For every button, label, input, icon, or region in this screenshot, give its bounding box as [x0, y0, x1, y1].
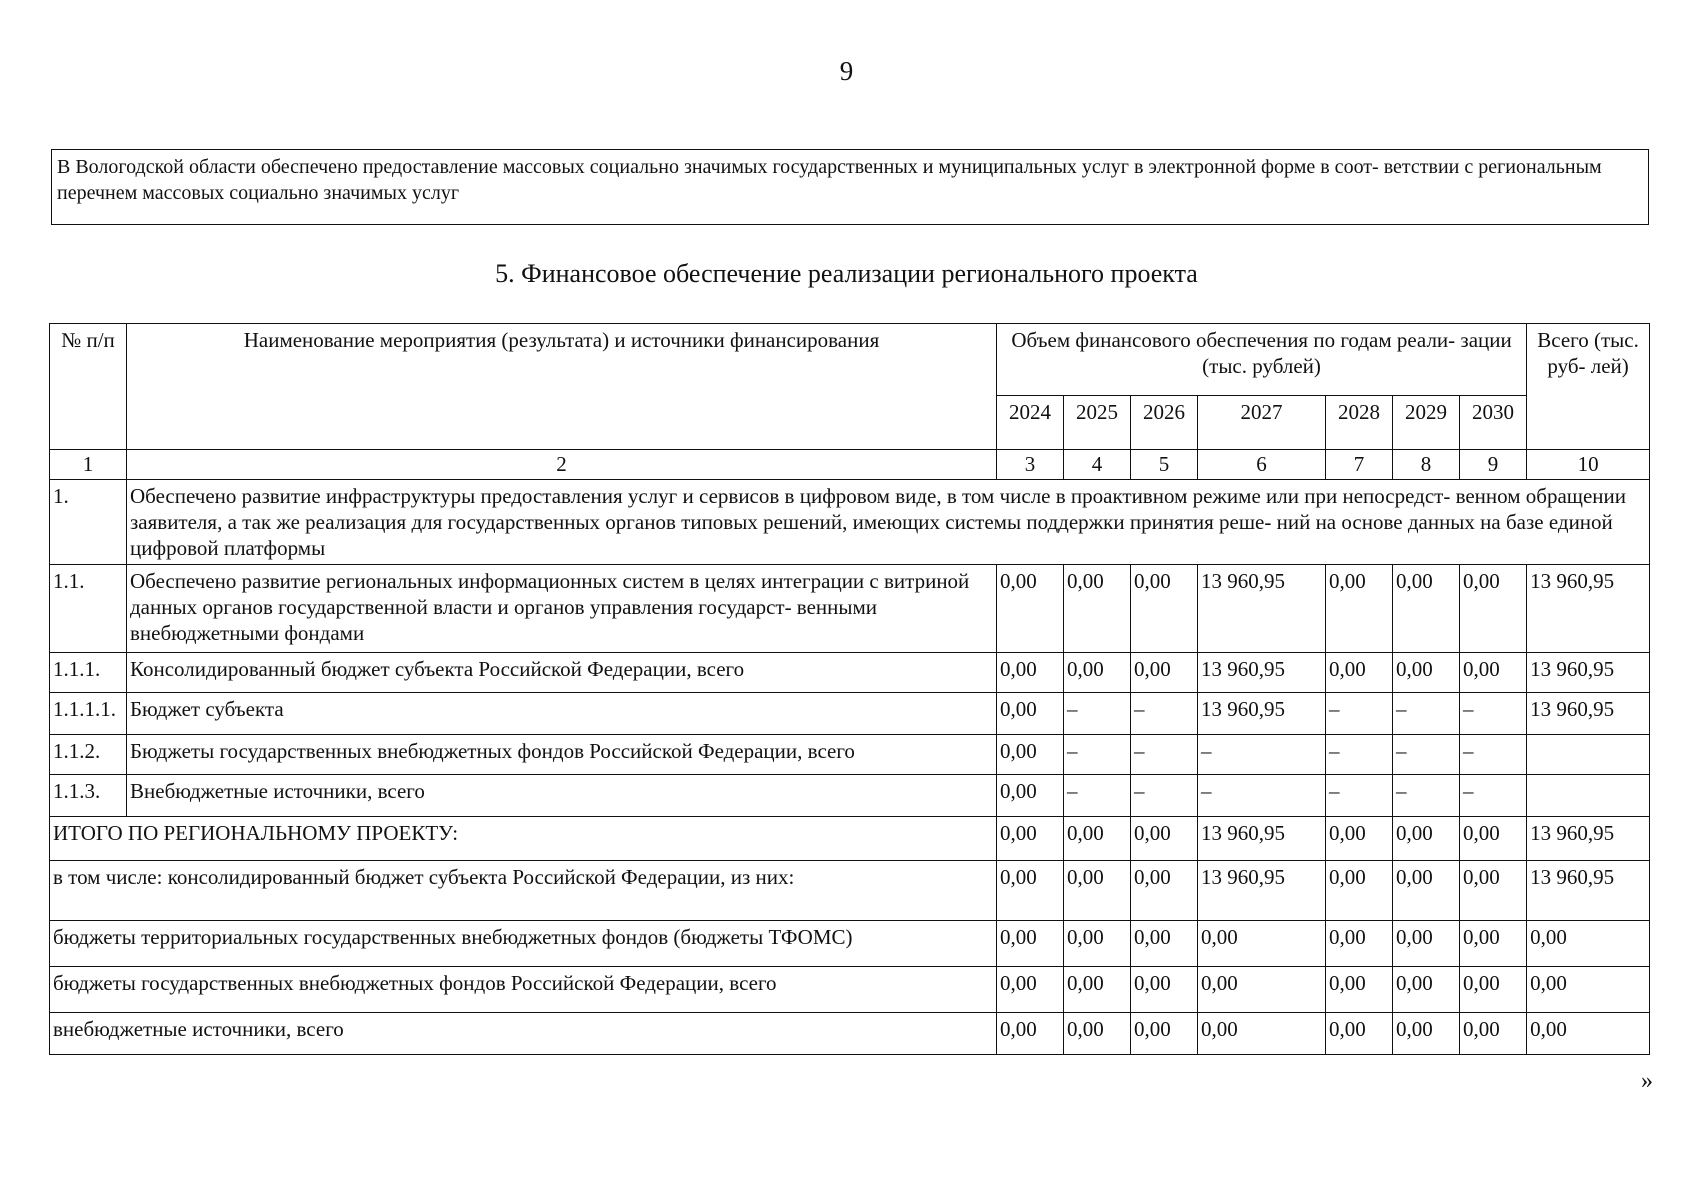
- value-cell: 0,00: [1198, 967, 1326, 1013]
- summary-row: [50, 967, 1650, 1013]
- value-cell: 13 960,95: [1527, 693, 1650, 735]
- value-cell: –: [1064, 693, 1131, 735]
- value-cell: 0,00: [997, 967, 1064, 1013]
- value-cell: 0,00: [997, 565, 1064, 653]
- value-cell: 0,00: [1131, 817, 1198, 861]
- table-row: [50, 653, 1650, 693]
- value-cell: 0,00: [997, 653, 1064, 693]
- value-cell: 0,00: [1393, 861, 1460, 921]
- value-cell: 0,00: [1460, 861, 1527, 921]
- column-index: 9: [1460, 450, 1527, 480]
- value-cell: 0,00: [1064, 817, 1131, 861]
- value-cell: 0,00: [1326, 967, 1393, 1013]
- value-cell: 0,00: [1198, 1013, 1326, 1055]
- column-index: 2: [127, 450, 997, 480]
- header-year: 2030: [1460, 396, 1527, 450]
- header-year: 2028: [1326, 396, 1393, 450]
- value-cell: 0,00: [1460, 565, 1527, 653]
- value-cell: 13 960,95: [1527, 565, 1650, 653]
- summary-label: в том числе: консолидированный бюджет субъекта Российской Федерации, из них:: [50, 861, 997, 921]
- summary-label: бюджеты территориальных государственных внебюджетных фондов (бюджеты ТФОМС): [50, 921, 997, 967]
- group-description: Обеспечено развитие инфраструктуры предоставления услуг и сервисов в цифровом виде, в том числе в проактивном режиме или при непосредст- венном обращении заявителя, а так же реализация для государственных органов типовых решений, имеющих системы поддержки принятия реше- ний на основе данных на базе единой цифровой платформы: [127, 480, 1650, 565]
- value-cell: 0,00: [1131, 967, 1198, 1013]
- value-cell: 0,00: [1131, 921, 1198, 967]
- value-cell: 13 960,95: [1198, 817, 1326, 861]
- column-index: 3: [997, 450, 1064, 480]
- column-index: 5: [1131, 450, 1198, 480]
- value-cell: 0,00: [997, 775, 1064, 817]
- value-cell: –: [1460, 775, 1527, 817]
- value-cell: 0,00: [1131, 565, 1198, 653]
- value-cell: 0,00: [1064, 653, 1131, 693]
- value-cell: 13 960,95: [1527, 653, 1650, 693]
- header-num: № п/п: [50, 324, 127, 450]
- value-cell: 0,00: [1198, 921, 1326, 967]
- header-year: 2027: [1198, 396, 1326, 450]
- row-number: 1.1.1.1.: [50, 693, 127, 735]
- row-name: Внебюджетные источники, всего: [127, 775, 997, 817]
- value-cell: –: [1393, 735, 1460, 775]
- value-cell: 13 960,95: [1198, 653, 1326, 693]
- summary-row: [50, 1013, 1650, 1055]
- financing-table: [49, 323, 1650, 1055]
- table-row: [50, 565, 1650, 653]
- value-cell: 13 960,95: [1527, 817, 1650, 861]
- value-cell: –: [1393, 693, 1460, 735]
- intro-result-box: В Вологодской области обеспечено предоставление массовых социально значимых государственных и муниципальных услуг в электронной форме в соот- ветствии с региональным перечнем массовых социально значимых услуг: [51, 149, 1649, 225]
- value-cell: 0,00: [1460, 921, 1527, 967]
- row-number: 1.1.: [50, 565, 127, 653]
- row-number: 1.1.2.: [50, 735, 127, 775]
- row-name: Обеспечено развитие региональных информационных систем в целях интеграции с витриной данных органов государственной власти и органов управления государст- венными внебюджетными фондами: [127, 565, 997, 653]
- value-cell: 13 960,95: [1198, 861, 1326, 921]
- value-cell: 0,00: [1326, 921, 1393, 967]
- value-cell: 0,00: [1064, 565, 1131, 653]
- value-cell: 0,00: [1393, 1013, 1460, 1055]
- page-number: 9: [839, 56, 854, 86]
- value-cell: –: [1326, 775, 1393, 817]
- value-cell: 0,00: [1064, 861, 1131, 921]
- value-cell: –: [1064, 775, 1131, 817]
- value-cell: [1527, 775, 1650, 817]
- row-number: 1.1.1.: [50, 653, 127, 693]
- value-cell: 0,00: [1326, 817, 1393, 861]
- column-index-row: [50, 450, 1650, 480]
- value-cell: 0,00: [1460, 817, 1527, 861]
- value-cell: 13 960,95: [1527, 861, 1650, 921]
- header-name: Наименование мероприятия (результата) и источники финансирования: [127, 324, 997, 450]
- row-name: Бюджеты государственных внебюджетных фондов Российской Федерации, всего: [127, 735, 997, 775]
- value-cell: 0,00: [1326, 653, 1393, 693]
- summary-row: [50, 861, 1650, 921]
- value-cell: –: [1198, 735, 1326, 775]
- closing-quote: »: [1641, 1068, 1653, 1094]
- summary-label: внебюджетные источники, всего: [50, 1013, 997, 1055]
- table-row: [50, 775, 1650, 817]
- summary-row: [50, 817, 1650, 861]
- column-index: 1: [50, 450, 127, 480]
- summary-label: ИТОГО ПО РЕГИОНАЛЬНОМУ ПРОЕКТУ:: [50, 817, 997, 861]
- value-cell: 0,00: [1064, 967, 1131, 1013]
- summary-row: [50, 921, 1650, 967]
- header-year: 2029: [1393, 396, 1460, 450]
- column-index: 4: [1064, 450, 1131, 480]
- value-cell: 0,00: [1131, 1013, 1198, 1055]
- header-total: Всего (тыс. руб- лей): [1527, 324, 1650, 450]
- value-cell: 0,00: [1460, 967, 1527, 1013]
- value-cell: –: [1064, 735, 1131, 775]
- header-year: 2025: [1064, 396, 1131, 450]
- row-number: 1.: [50, 480, 127, 565]
- value-cell: –: [1326, 735, 1393, 775]
- value-cell: –: [1131, 693, 1198, 735]
- row-name: Консолидированный бюджет субъекта Российской Федерации, всего: [127, 653, 997, 693]
- value-cell: 0,00: [1527, 1013, 1650, 1055]
- value-cell: –: [1131, 775, 1198, 817]
- value-cell: 13 960,95: [1198, 565, 1326, 653]
- column-index: 6: [1198, 450, 1326, 480]
- value-cell: –: [1198, 775, 1326, 817]
- value-cell: 0,00: [1393, 967, 1460, 1013]
- row-name: Бюджет субъекта: [127, 693, 997, 735]
- value-cell: 0,00: [1064, 921, 1131, 967]
- value-cell: 0,00: [997, 921, 1064, 967]
- value-cell: –: [1460, 735, 1527, 775]
- header-volume: Объем финансового обеспечения по годам реали- зации (тыс. рублей): [997, 324, 1527, 396]
- summary-label: бюджеты государственных внебюджетных фондов Российской Федерации, всего: [50, 967, 997, 1013]
- value-cell: 0,00: [1131, 653, 1198, 693]
- value-cell: [1527, 735, 1650, 775]
- value-cell: 0,00: [1326, 1013, 1393, 1055]
- value-cell: 0,00: [1064, 1013, 1131, 1055]
- value-cell: 0,00: [1460, 653, 1527, 693]
- header-year: 2024: [997, 396, 1064, 450]
- value-cell: 0,00: [1527, 921, 1650, 967]
- value-cell: –: [1460, 693, 1527, 735]
- value-cell: 0,00: [997, 735, 1064, 775]
- column-index: 10: [1527, 450, 1650, 480]
- group-row: [50, 480, 1650, 565]
- value-cell: 0,00: [997, 693, 1064, 735]
- value-cell: 0,00: [1527, 967, 1650, 1013]
- value-cell: –: [1131, 735, 1198, 775]
- table-row: [50, 735, 1650, 775]
- row-number: 1.1.3.: [50, 775, 127, 817]
- value-cell: 0,00: [1393, 921, 1460, 967]
- header-year: 2026: [1131, 396, 1198, 450]
- value-cell: 0,00: [1393, 817, 1460, 861]
- value-cell: –: [1393, 775, 1460, 817]
- value-cell: 13 960,95: [1198, 693, 1326, 735]
- value-cell: 0,00: [1393, 653, 1460, 693]
- table-row: [50, 693, 1650, 735]
- table-body: [50, 480, 1650, 1055]
- value-cell: 0,00: [997, 817, 1064, 861]
- value-cell: 0,00: [997, 1013, 1064, 1055]
- value-cell: 0,00: [1393, 565, 1460, 653]
- column-index: 7: [1326, 450, 1393, 480]
- column-index: 8: [1393, 450, 1460, 480]
- value-cell: 0,00: [1131, 861, 1198, 921]
- value-cell: 0,00: [1460, 1013, 1527, 1055]
- value-cell: 0,00: [997, 861, 1064, 921]
- value-cell: 0,00: [1326, 565, 1393, 653]
- value-cell: –: [1326, 693, 1393, 735]
- section-title: 5. Финансовое обеспечение реализации регионального проекта: [495, 259, 1198, 288]
- value-cell: 0,00: [1326, 861, 1393, 921]
